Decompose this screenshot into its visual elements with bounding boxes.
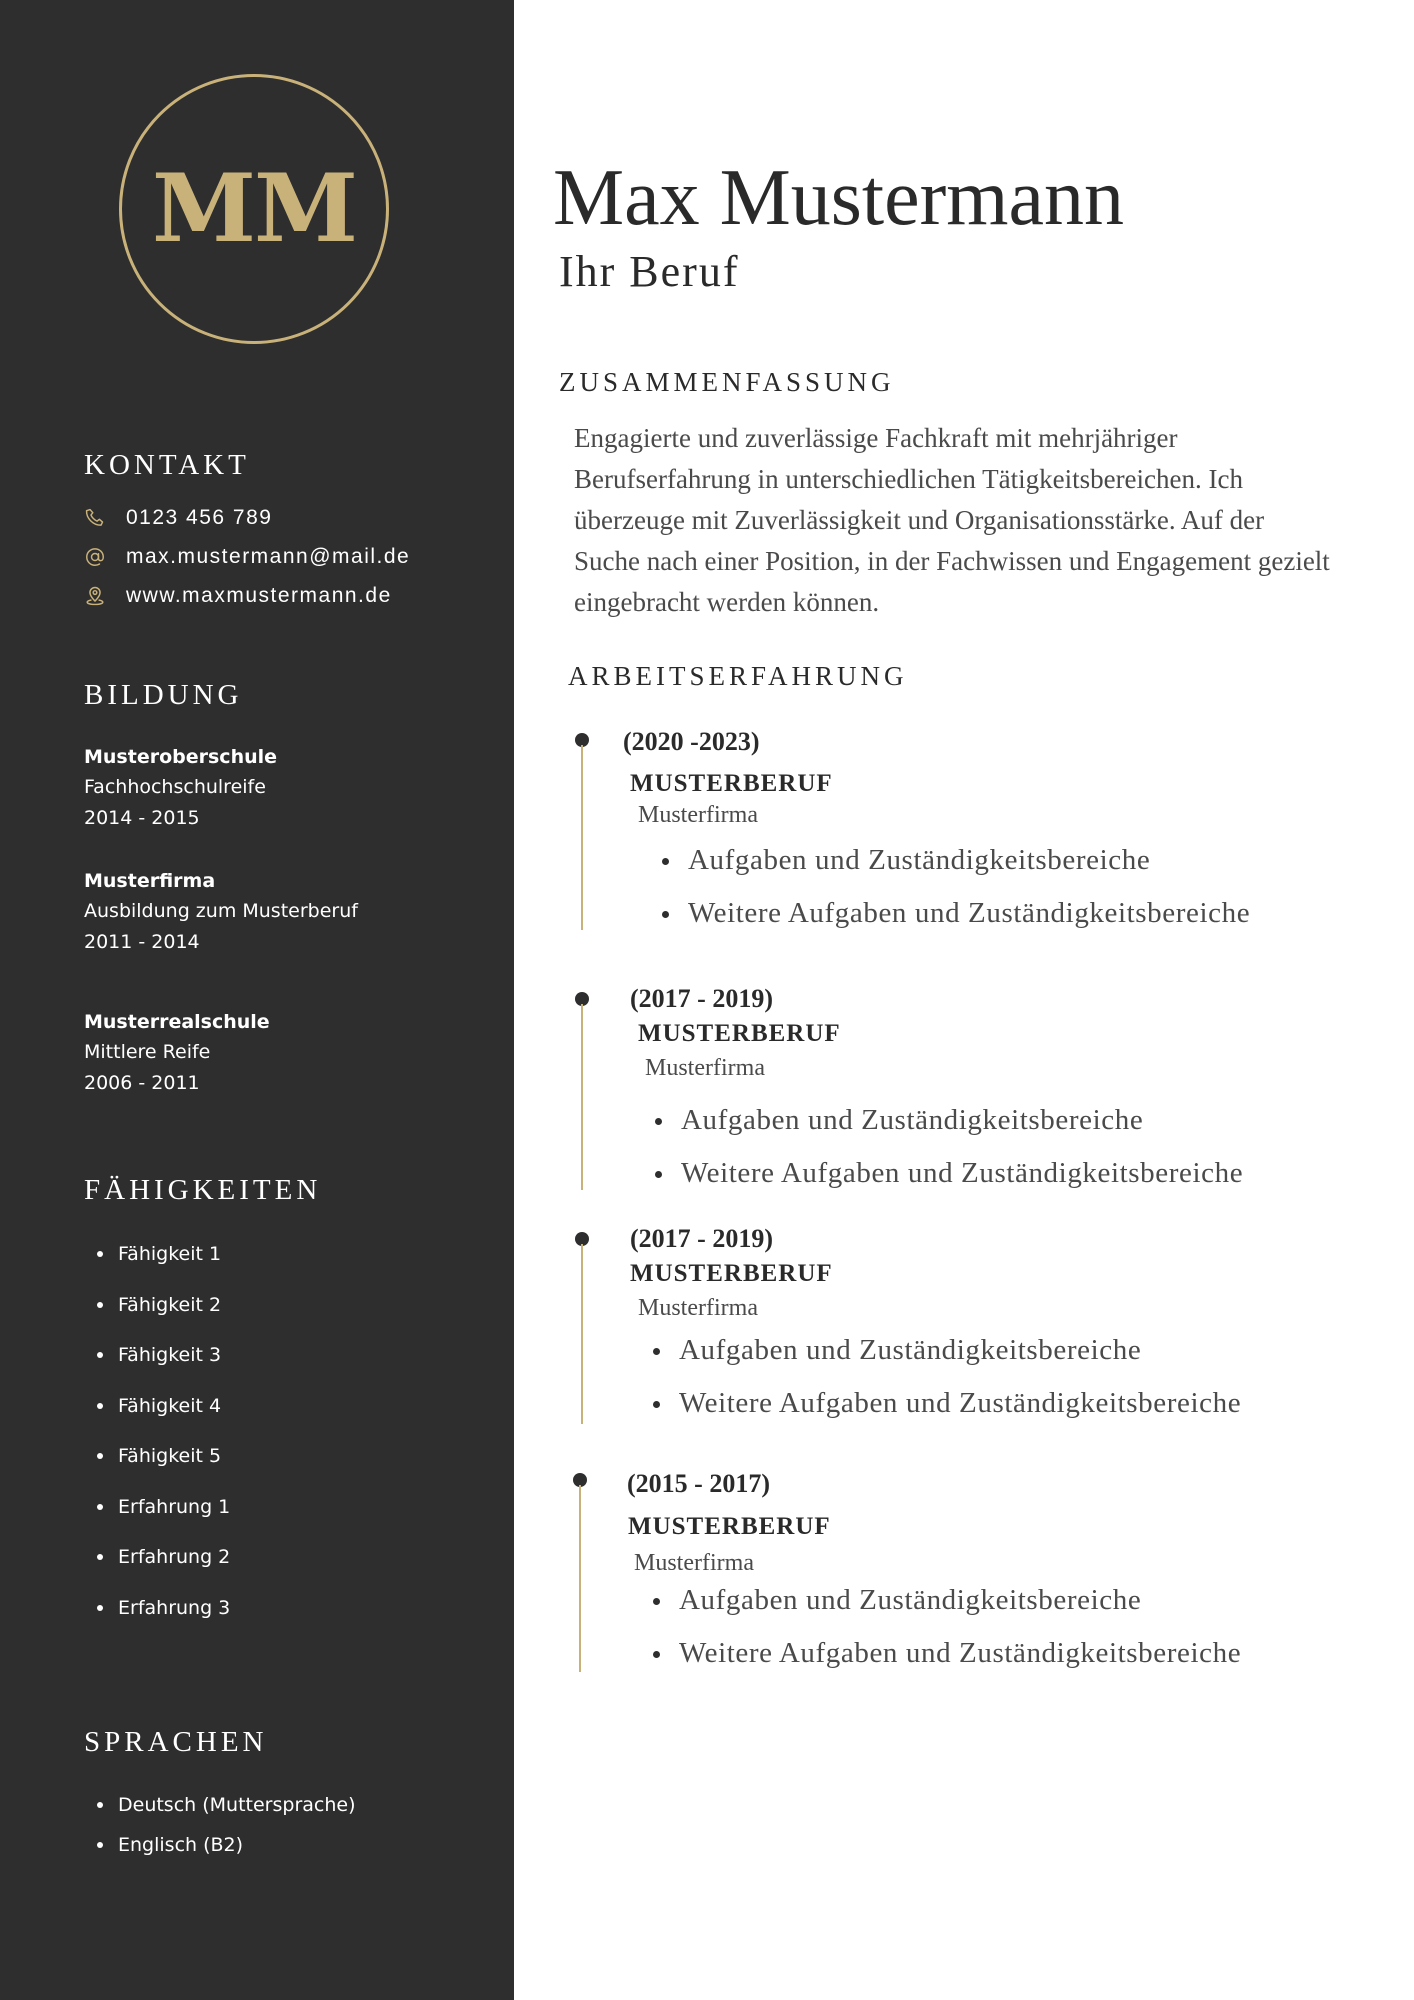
contact-phone — [84, 503, 272, 533]
skill-item: Fähigkeit 3 — [84, 1341, 230, 1392]
timeline-line — [581, 745, 583, 930]
job-company: Musterfirma — [634, 1550, 754, 1576]
skill-item: Fähigkeit 4 — [84, 1392, 230, 1443]
job-task: Aufgaben und Zuständigkeitsbereiche — [661, 843, 1250, 896]
education-school: Musterfirma — [84, 870, 216, 892]
skills-list — [84, 1240, 230, 1644]
languages-list — [84, 1791, 356, 1871]
language-item: Englisch (B2) — [84, 1831, 356, 1871]
skill-item: Fähigkeit 1 — [84, 1240, 230, 1291]
education-item — [84, 742, 277, 834]
job-task: Aufgaben und Zuständigkeitsbereiche — [652, 1583, 1241, 1636]
education-degree: Fachhochschulreife — [84, 776, 266, 798]
sidebar — [0, 0, 514, 2000]
summary-text: Engagierte und zuverlässige Fachkraft mit mehrjähriger Berufserfahrung in unterschiedlichen Tätigkeitsbereichen. Ich überzeuge mit Zuverlässigkeit und Organisationsstärke. Auf der Suche nach einer Position, in der Fachwissen und Engagement gezielt eingebracht werden können. — [574, 423, 1330, 617]
education-years: 2006 - 2011 — [84, 1072, 200, 1094]
job-tasks — [661, 843, 1250, 949]
job-task: Weitere Aufgaben und Zuständigkeitsbereiche — [654, 1156, 1243, 1209]
job-title: MUSTERBERUF — [630, 770, 833, 797]
job-task: Weitere Aufgaben und Zuständigkeitsbereiche — [652, 1636, 1241, 1689]
job-title: MUSTERBERUF — [630, 1260, 833, 1287]
education-years: 2011 - 2014 — [84, 931, 200, 953]
job-company: Musterfirma — [638, 1295, 758, 1321]
contact-website — [84, 581, 392, 611]
job-tasks — [652, 1583, 1241, 1689]
contact-heading: KONTAKT — [84, 449, 250, 481]
education-years: 2014 - 2015 — [84, 807, 200, 829]
at-sign-icon — [84, 546, 106, 568]
job-company: Musterfirma — [638, 802, 758, 828]
job-tasks — [654, 1103, 1243, 1209]
education-item — [84, 866, 358, 958]
job-task: Aufgaben und Zuständigkeitsbereiche — [654, 1103, 1243, 1156]
job-role: Ihr Beruf — [559, 247, 740, 296]
job-tasks — [652, 1333, 1241, 1439]
phone-icon — [84, 507, 106, 529]
monogram-initials: MM — [151, 154, 357, 264]
education-degree: Mittlere Reife — [84, 1041, 211, 1063]
education-school: Musterrealschule — [84, 1011, 270, 1033]
timeline-line — [581, 1004, 583, 1190]
skills-heading: FÄHIGKEITEN — [84, 1174, 322, 1206]
website-url[interactable]: www.maxmustermann.de — [126, 584, 392, 607]
job-dates: (2017 - 2019) — [630, 1224, 773, 1253]
job-title: MUSTERBERUF — [628, 1513, 831, 1540]
language-item: Deutsch (Muttersprache) — [84, 1791, 356, 1831]
experience-heading: ARBEITSERFAHRUNG — [568, 661, 908, 691]
timeline-line — [579, 1485, 581, 1672]
contact-email — [84, 542, 410, 572]
job-task: Weitere Aufgaben und Zuständigkeitsbereiche — [652, 1386, 1241, 1439]
education-item — [84, 1007, 270, 1099]
candidate-name: Max Mustermann — [553, 154, 1125, 242]
job-task: Weitere Aufgaben und Zuständigkeitsbereiche — [661, 896, 1250, 949]
phone-number[interactable]: 0123 456 789 — [126, 506, 273, 529]
monogram-logo — [119, 74, 389, 344]
job-task: Aufgaben und Zuständigkeitsbereiche — [652, 1333, 1241, 1386]
job-company: Musterfirma — [645, 1055, 765, 1081]
location-pin-icon — [84, 585, 106, 607]
skill-item: Erfahrung 3 — [84, 1594, 230, 1645]
summary-heading: ZUSAMMENFASSUNG — [559, 367, 895, 397]
skill-item: Fähigkeit 2 — [84, 1291, 230, 1342]
skill-item: Erfahrung 1 — [84, 1493, 230, 1544]
skill-item: Erfahrung 2 — [84, 1543, 230, 1594]
education-school: Musteroberschule — [84, 746, 278, 768]
job-dates: (2017 - 2019) — [630, 984, 773, 1013]
timeline-line — [581, 1244, 583, 1424]
job-title: MUSTERBERUF — [638, 1020, 841, 1047]
education-heading: BILDUNG — [84, 679, 243, 711]
email-address[interactable]: max.mustermann@mail.de — [126, 545, 411, 568]
languages-heading: SPRACHEN — [84, 1726, 268, 1758]
job-dates: (2020 -2023) — [623, 727, 760, 756]
job-dates: (2015 - 2017) — [627, 1469, 770, 1498]
skill-item: Fähigkeit 5 — [84, 1442, 230, 1493]
education-degree: Ausbildung zum Musterberuf — [84, 900, 358, 922]
